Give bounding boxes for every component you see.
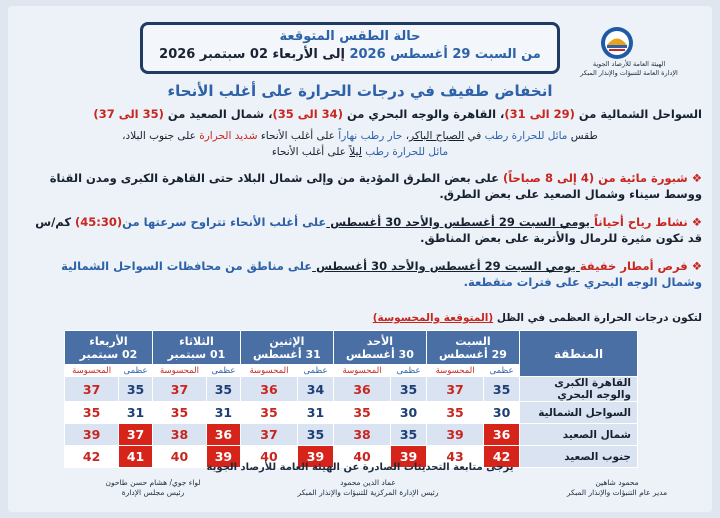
felt-temp-cell: 35 <box>426 402 483 424</box>
region-header: المنطقة <box>520 331 638 377</box>
dates-suffix: إلى الأربعاء 02 سبتمبر 2026 <box>159 47 345 62</box>
wx-hot: شديد الحرارة <box>199 130 258 142</box>
max-temp-cell: 36 <box>484 424 520 446</box>
max-temp-cell: 30 <box>484 402 520 424</box>
title-box <box>140 22 560 74</box>
felt-temp-cell: 39 <box>426 424 483 446</box>
org-line-2: الإدارة العامة للتنبؤات والإنذار المبكر <box>580 69 678 77</box>
wx-p1: طقس <box>567 130 598 142</box>
max-label: عظمى <box>391 365 427 377</box>
weather-line-1 <box>18 128 702 144</box>
temps-line <box>18 106 702 122</box>
wind-warning <box>18 214 702 230</box>
max-temp-cell: 39 <box>298 446 334 468</box>
wind-lead: نشاط رياح أحياناً <box>593 215 688 229</box>
max-temp-cell: 37 <box>119 424 153 446</box>
max-temp-cell: 42 <box>484 446 520 468</box>
temperature-table <box>64 330 638 468</box>
wx-morning: الصباح الباكر <box>409 130 465 142</box>
signature-3 <box>78 478 228 498</box>
signature-1 <box>542 478 692 498</box>
max-temp-cell: 31 <box>119 402 153 424</box>
rain-line-2: وشمال الوجه البحري على فترات متقطعة. <box>463 275 702 289</box>
bullet-icon: ❖ <box>691 215 702 229</box>
felt-temp-cell: 39 <box>65 424 119 446</box>
max-temp-cell: 41 <box>119 446 153 468</box>
felt-temp-cell: 37 <box>65 377 119 402</box>
rain-days: يومي السبت 29 أغسطس والأحد 30 أغسطس <box>312 259 580 273</box>
footer-note: يرجى متابعة التحديثات الصادرة عن الهيئة العامة للأرصاد الجوية <box>206 462 514 473</box>
rain-lead: فرص أمطار خفيفة <box>579 259 688 273</box>
wx-p3: ، <box>402 130 410 142</box>
day-name: الإثنين <box>269 334 305 348</box>
day-date: 29 أغسطس <box>439 347 507 361</box>
day-date: 01 سبتمبر <box>167 347 226 361</box>
day-header <box>152 331 240 365</box>
wind-speed: (45:30) <box>75 215 123 229</box>
max-temp-cell: 31 <box>298 402 334 424</box>
felt-label: المحسوسة <box>426 365 483 377</box>
felt-temp-cell: 40 <box>240 446 297 468</box>
max-label: عظمى <box>119 365 153 377</box>
felt-label: المحسوسة <box>333 365 390 377</box>
max-temp-cell: 35 <box>119 377 153 402</box>
temps-v2: (34 الى 35) <box>272 107 343 121</box>
day-header <box>65 331 153 365</box>
max-temp-cell: 39 <box>207 446 241 468</box>
temps-p1: السواحل الشمالية من <box>574 107 702 121</box>
rain-rest: على مناطق من محافظات السواحل الشمالية <box>61 259 313 273</box>
felt-temp-cell: 36 <box>333 377 390 402</box>
sig2-name: عماد الدين محمود <box>340 478 396 487</box>
wx2-humid: مائل للحرارة رطب <box>365 146 449 158</box>
wx2-rest: على أغلب الأنحاء <box>271 146 350 158</box>
felt-temp-cell: 35 <box>240 402 297 424</box>
day-date: 02 سبتمبر <box>79 347 138 361</box>
wind-rest: على أغلب الأنحاء تتراوح سرعتها من <box>122 215 327 229</box>
fog-warning <box>18 170 702 186</box>
felt-label: المحسوسة <box>65 365 119 377</box>
fog-line-2: ووسط سيناء وشمال الصعيد على بعض الطرق. <box>439 187 702 201</box>
max-temp-cell: 30 <box>391 402 427 424</box>
caption-prefix: لتكون درجات الحرارة العظمى في الظل <box>493 312 702 324</box>
wx-day: حار رطب نهاراً <box>338 130 403 142</box>
sig3-title: رئيس مجلس الإدارة <box>121 488 185 497</box>
sig2-title: رئيس الإدارة المركزية للتنبؤات والإنذار المبكر <box>297 488 439 497</box>
wx2-night: ليلاً <box>349 146 362 158</box>
wx-p4: على أغلب الأنحاء <box>257 130 339 142</box>
sig1-title: مدير عام التنبؤات والإنذار المبكر <box>566 488 668 497</box>
ema-logo-icon <box>600 26 634 60</box>
table-caption <box>373 312 702 324</box>
felt-temp-cell: 35 <box>333 402 390 424</box>
felt-temp-cell: 38 <box>152 424 206 446</box>
table-row <box>65 377 638 402</box>
org-name <box>554 60 704 78</box>
day-name: الأربعاء <box>89 334 128 348</box>
max-temp-cell: 35 <box>298 424 334 446</box>
day-name: السبت <box>455 334 491 348</box>
day-name: الثلاثاء <box>179 334 214 348</box>
day-date: 31 أغسطس <box>252 347 321 361</box>
max-label: عظمى <box>207 365 241 377</box>
forecast-dates <box>143 47 557 62</box>
caption-suffix: (المتوقعة والمحسوسة) <box>372 312 494 324</box>
day-header <box>333 331 426 365</box>
headline: انخفاض طفيف في درجات الحرارة على أغلب الأنحاء <box>167 82 553 100</box>
felt-temp-cell: 36 <box>240 377 297 402</box>
wx-p2: في <box>464 130 485 142</box>
signature-2 <box>268 478 468 498</box>
org-line-1: الهيئة العامة للأرصاد الجوية <box>592 60 666 68</box>
max-label: عظمى <box>484 365 520 377</box>
sig1-name: محمود شاهين <box>595 478 639 487</box>
felt-label: المحسوسة <box>240 365 297 377</box>
felt-label: المحسوسة <box>152 365 206 377</box>
wind-unit: كم/س <box>35 215 76 229</box>
rain-warning <box>18 258 702 274</box>
felt-temp-cell: 40 <box>152 446 206 468</box>
max-label: عظمى <box>298 365 334 377</box>
day-header <box>240 331 333 365</box>
felt-temp-cell: 43 <box>426 446 483 468</box>
felt-temp-cell: 42 <box>65 446 119 468</box>
max-temp-cell: 35 <box>484 377 520 402</box>
max-temp-cell: 36 <box>207 424 241 446</box>
sig3-name: لواء جوي/ هشام حسن طاحون <box>105 478 201 487</box>
day-header <box>426 331 519 365</box>
bullet-icon: ❖ <box>691 171 702 185</box>
fog-time: من (4 إلى 8 صباحاً) <box>502 171 616 185</box>
temps-v3: (35 الى 37) <box>93 107 164 121</box>
max-temp-cell: 39 <box>391 446 427 468</box>
felt-temp-cell: 35 <box>65 402 119 424</box>
wind-days: يومي السبت 29 أغسطس والأحد 30 أغسطس <box>326 215 594 229</box>
bullet-icon: ❖ <box>691 259 702 273</box>
felt-temp-cell: 37 <box>426 377 483 402</box>
max-temp-cell: 34 <box>298 377 334 402</box>
forecast-sheet <box>8 6 712 512</box>
region-cell: جنوب الصعيد <box>520 446 638 468</box>
temps-p2: ، القاهرة والوجه البحري من <box>342 107 505 121</box>
page-title: حالة الطقس المتوقعة <box>279 29 421 44</box>
felt-temp-cell: 37 <box>152 377 206 402</box>
table-body <box>65 377 638 468</box>
max-temp-cell: 35 <box>391 377 427 402</box>
region-cell: شمال الصعيد <box>520 424 638 446</box>
max-temp-cell: 35 <box>391 424 427 446</box>
wind-line-2: قد تكون مثيرة للرمال والأتربة على بعض المناطق. <box>420 231 702 245</box>
fog-rest: على بعض الطرق المؤدية من وإلى شمال البلاد حتى القاهرة الكبرى ومدن القناة <box>49 171 503 185</box>
temps-v1: (29 الى 31) <box>504 107 575 121</box>
table-row <box>65 402 638 424</box>
temps-p3: ، شمال الصعيد من <box>163 107 273 121</box>
weather-line-2 <box>18 144 702 160</box>
day-date: 30 أغسطس <box>345 347 414 361</box>
wx-humid: مائل للحرارة رطب <box>484 130 568 142</box>
region-cell: السواحل الشمالية <box>520 402 638 424</box>
wx-p5: على جنوب البلاد، <box>122 130 200 142</box>
dates-prefix: من السبت 29 أغسطس 2026 <box>349 47 541 62</box>
table-row <box>65 424 638 446</box>
region-cell: القاهرة الكبرى والوجه البحري <box>520 377 638 402</box>
felt-temp-cell: 37 <box>240 424 297 446</box>
felt-temp-cell: 40 <box>333 446 390 468</box>
fog-lead: شبورة مائية <box>619 171 688 185</box>
day-name: الأحد <box>366 334 394 348</box>
max-temp-cell: 35 <box>207 377 241 402</box>
felt-temp-cell: 38 <box>333 424 390 446</box>
felt-temp-cell: 35 <box>152 402 206 424</box>
max-temp-cell: 31 <box>207 402 241 424</box>
